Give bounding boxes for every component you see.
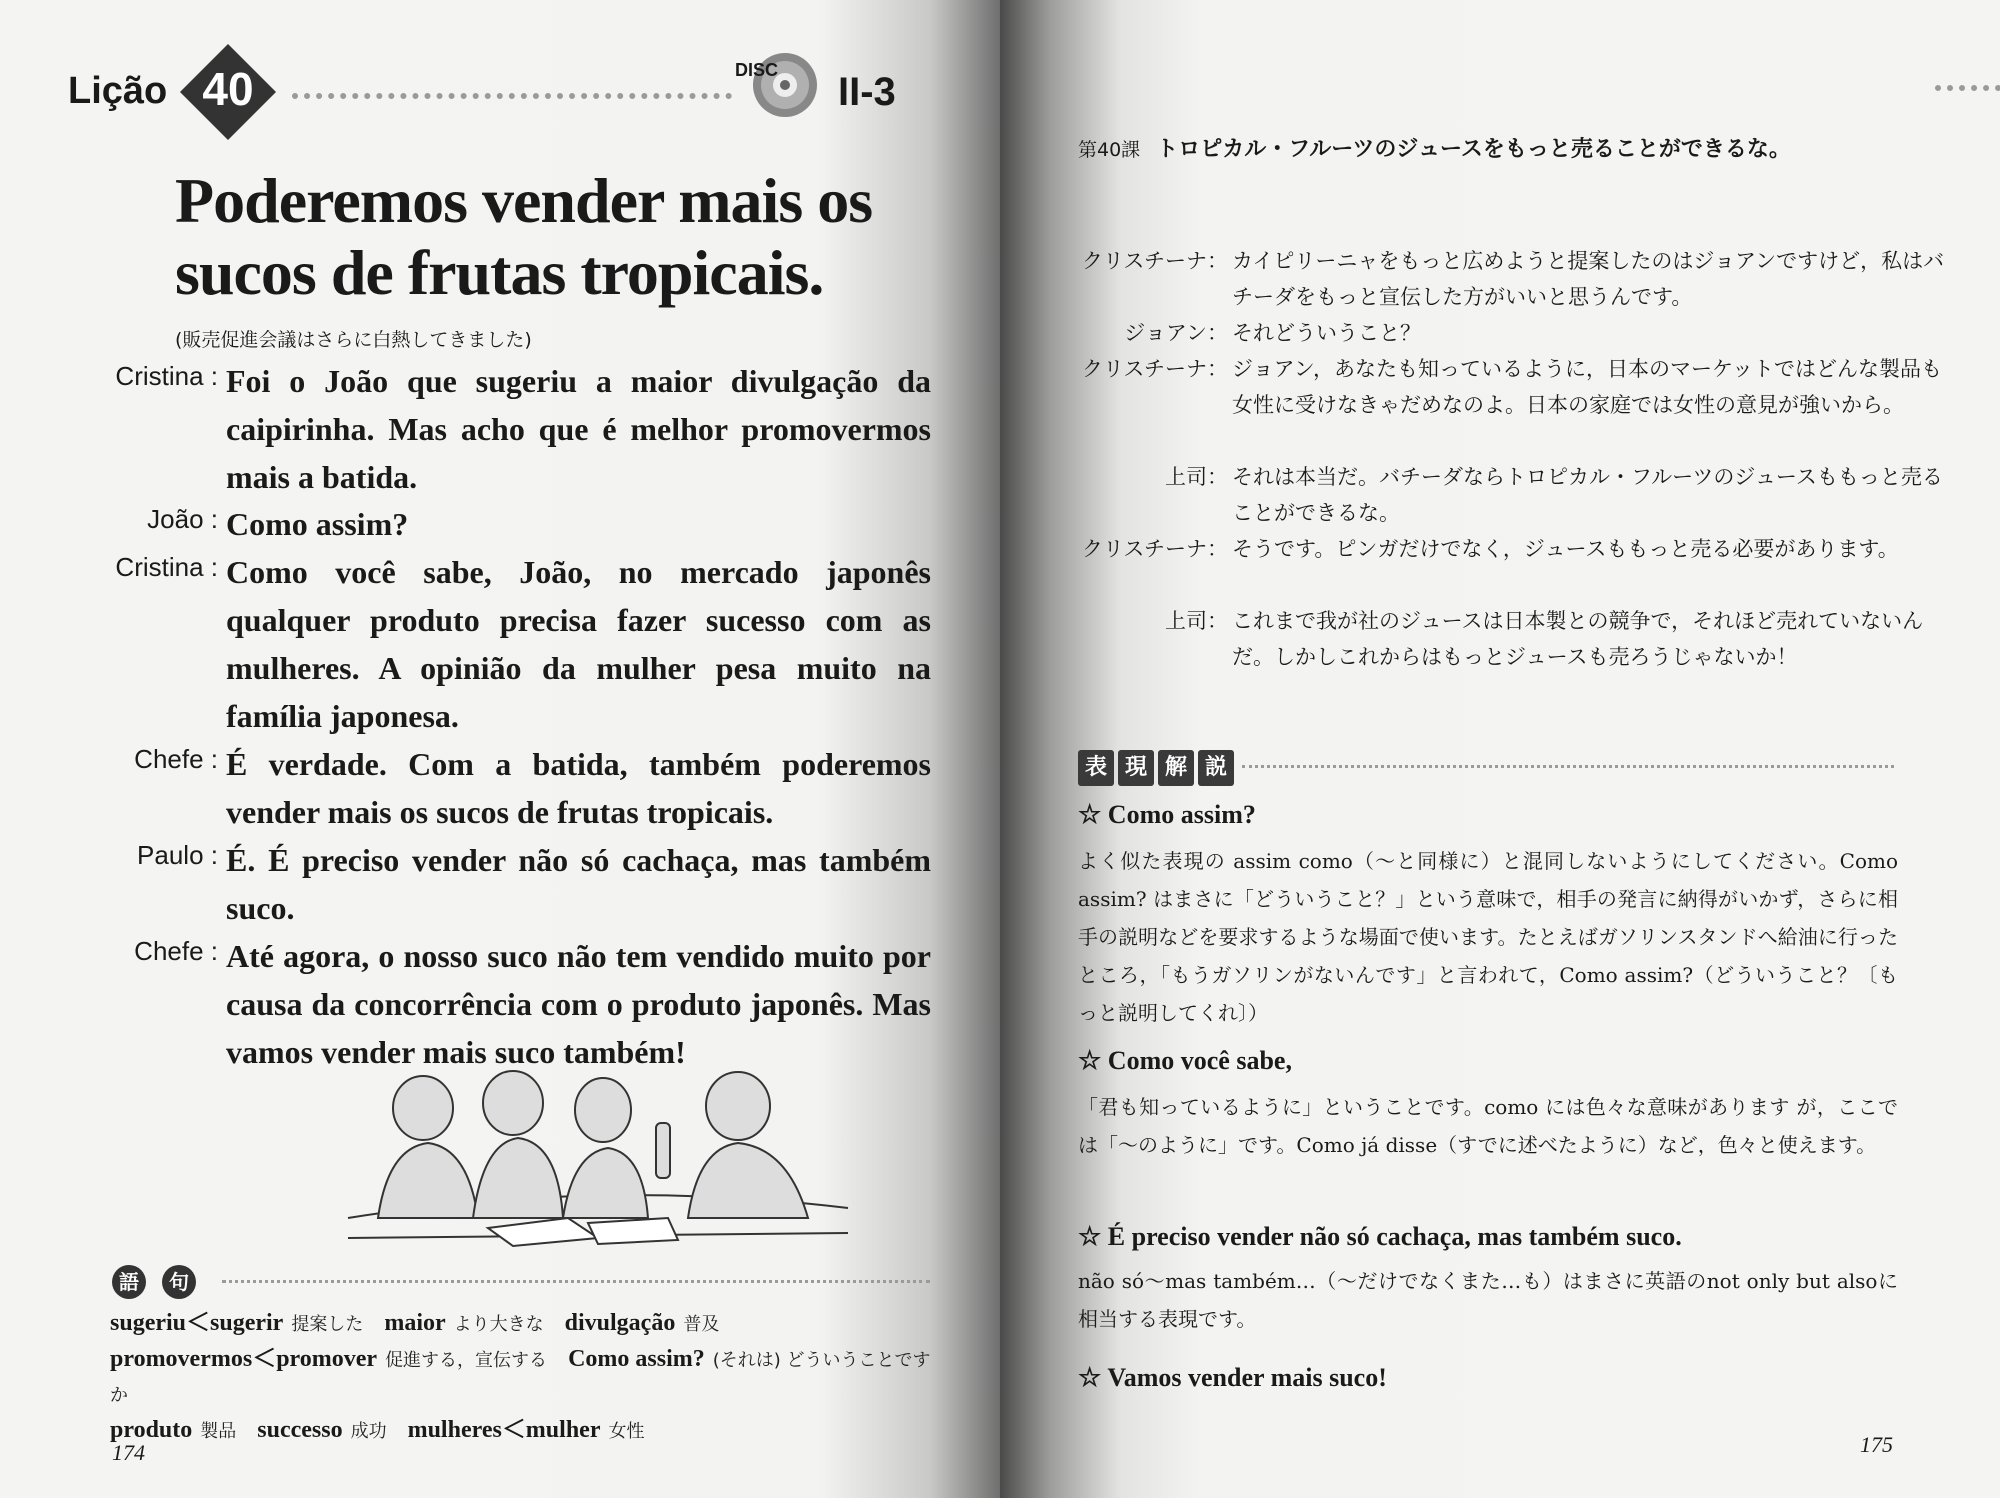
- explain-heading-char: 解: [1158, 750, 1194, 786]
- jp-dialog-line: [1060, 315, 1910, 351]
- jp-speaker: クリスチーナ：: [1081, 537, 1228, 561]
- dialog-line: [0, 500, 940, 548]
- vocab-meaning: より大きな: [453, 1314, 544, 1335]
- lesson-label: Lição: [68, 70, 168, 112]
- phrase-explanation: よく似た表現の assim como（〜と同様に）と混同しないようにしてください。Como assim? はまさに「どういうこと？」という意味で，相手の発言に納得がいかず，さらに相手の説明などを要求するような場面で使います。たとえばガソリンスタンドへ給油に行ったところ，「もうガソリンがないんです」と言われて，Como assim?（どういうこと？〔もっと説明してくれ〕）: [1078, 849, 1898, 1025]
- disc-track: II-3: [838, 70, 896, 114]
- jp-speaker: クリスチーナ：: [1081, 249, 1228, 273]
- jp-utterance: これまで我が社のジュースは日本製との競争で，それほど売れていないんだ。しかしこれからはもっとジュースも売ろうじゃないか！: [1232, 609, 1924, 669]
- jp-dialog-line: [1060, 531, 1910, 603]
- jp-dialog-line: [1060, 243, 1945, 315]
- speaker: Cristina :: [115, 361, 218, 391]
- jp-dialog-line: [1060, 459, 1943, 531]
- phrase-heading: ☆ Como assim?: [1078, 800, 1256, 829]
- vocab-dotted-rule: [222, 1280, 930, 1283]
- phrase-explanation: não só〜mas também…（〜だけでなくまた…も）はまさに英語のnot only but alsoに相当する表現です。: [1078, 1269, 1898, 1331]
- phrase-heading: ☆ É preciso vender não só cachaça, mas também suco.: [1078, 1222, 1682, 1251]
- vocab-heading-char: 句: [162, 1265, 196, 1299]
- jp-dialog-line: [1060, 603, 1924, 711]
- disc-label: DISC: [735, 60, 779, 80]
- utterance: Foi o João que sugeriu a maior divulgação da caipirinha. Mas acho que é melhor promovermos mais a batida.: [226, 363, 931, 495]
- jp-utterance: それは本当だ。バチーダならトロピカル・フルーツのジュースももっと売ることができるな。: [1232, 465, 1943, 525]
- vocab-meaning: 提案した: [291, 1314, 364, 1335]
- header-lesson: 第40課: [1078, 139, 1141, 161]
- vocab-term: maior: [384, 1310, 446, 1336]
- utterance: Como assim?: [226, 506, 409, 542]
- speaker: Chefe :: [134, 936, 218, 966]
- page-number: 175: [1860, 1432, 1893, 1457]
- vocab-term: Como assim?: [568, 1346, 705, 1372]
- header-title: トロピカル・フルーツのジュースをもっと売ることができるな。: [1156, 137, 1791, 162]
- lesson-title: Poderemos vender mais os sucos de frutas tropicais.: [175, 165, 873, 308]
- jp-utterance: カイピリーニャをもっと広めようと提案したのはジョアンですけど，私はバチーダをもっと宣伝した方がいいと思うんです。: [1232, 249, 1945, 309]
- explain-heading-char: 表: [1078, 750, 1114, 786]
- vocab-term: promovermos＜promover: [110, 1346, 378, 1372]
- vocab-meaning: 普及: [683, 1314, 720, 1335]
- vocab-heading-char: 語: [112, 1265, 146, 1299]
- dialog-line: [0, 548, 940, 738]
- header-dotted-rule: [292, 93, 732, 99]
- jp-utterance: ジョアン，あなたも知っているように，日本のマーケットではどんな製品も女性に受けなきゃだめなのよ。日本の家庭では女性の意見が強いから。: [1232, 357, 1943, 417]
- dialog-line: [0, 357, 940, 497]
- speaker: Chefe :: [134, 744, 218, 774]
- speaker: Paulo :: [137, 840, 218, 870]
- dialog-line: [0, 740, 940, 836]
- jp-utterance: そうです。ピンガだけでなく，ジュースももっと売る必要があります。: [1232, 537, 1899, 561]
- vocab-meaning: 女性: [608, 1421, 645, 1442]
- vocab-meaning: 促進する，宣伝する: [385, 1350, 548, 1371]
- vocab-term: divulgação: [564, 1310, 676, 1336]
- vocab-meaning: 成功: [350, 1421, 387, 1442]
- right-page-header: [1078, 132, 1791, 163]
- utterance: É. É preciso vender não só cachaça, mas também suco.: [226, 842, 931, 926]
- phrase-explanation: 「君も知っているように」ということです。como には色々な意味があります が，ここでは「〜のように」です。Como já disse（すでに述べたように）など，色々と使えます。: [1078, 1095, 1898, 1157]
- lesson-number: 40: [202, 63, 254, 115]
- jp-speaker: 上司：: [1165, 465, 1228, 489]
- dialog-line: [0, 932, 940, 1076]
- jp-speaker: 上司：: [1165, 609, 1228, 633]
- phrase-heading: ☆ Como você sabe,: [1078, 1046, 1292, 1075]
- jp-dialog-line: [1060, 351, 1943, 459]
- jp-speaker: クリスチーナ：: [1081, 357, 1228, 381]
- vocab-meaning: 製品: [200, 1421, 237, 1442]
- speaker: João :: [147, 504, 218, 534]
- vocab-meaning: (それは) どういうことですか: [110, 1350, 931, 1406]
- vocab-term: mulheres＜mulher: [407, 1417, 601, 1443]
- explain-dotted-rule: [1242, 765, 1894, 768]
- vocab-term: produto: [110, 1417, 193, 1443]
- lesson-subtitle: (販売促進会議はさらに白熱してきました): [175, 329, 532, 351]
- vocab-term: sugeriu＜sugerir: [110, 1310, 284, 1336]
- vocab-list: [110, 1306, 940, 1449]
- phrase-heading: ☆ Vamos vender mais suco!: [1078, 1363, 1387, 1392]
- explain-heading-char: 現: [1118, 750, 1154, 786]
- utterance: Como você sabe, João, no mercado japonês qualquer produto precisa fazer sucesso com as mulheres. A opinião da mulher pesa muito na família japonesa.: [226, 554, 931, 734]
- utterance: Até agora, o nosso suco não tem vendido muito por causa da concorrência com o produto japonês. Mas vamos vender mais suco também!: [226, 938, 931, 1070]
- speaker: Cristina :: [115, 552, 218, 582]
- dialog-line: [0, 836, 940, 932]
- header-dotted-rule: [1935, 85, 2000, 91]
- page-number: 174: [112, 1440, 145, 1465]
- explain-heading-char: 説: [1198, 750, 1234, 786]
- utterance: É verdade. Com a batida, também poderemos vender mais os sucos de frutas tropicais.: [226, 746, 931, 830]
- jp-utterance: それどういうこと？: [1232, 321, 1421, 345]
- vocab-term: successo: [257, 1417, 343, 1443]
- jp-speaker: ジョアン：: [1124, 321, 1228, 345]
- meeting-illustration: [338, 1068, 858, 1248]
